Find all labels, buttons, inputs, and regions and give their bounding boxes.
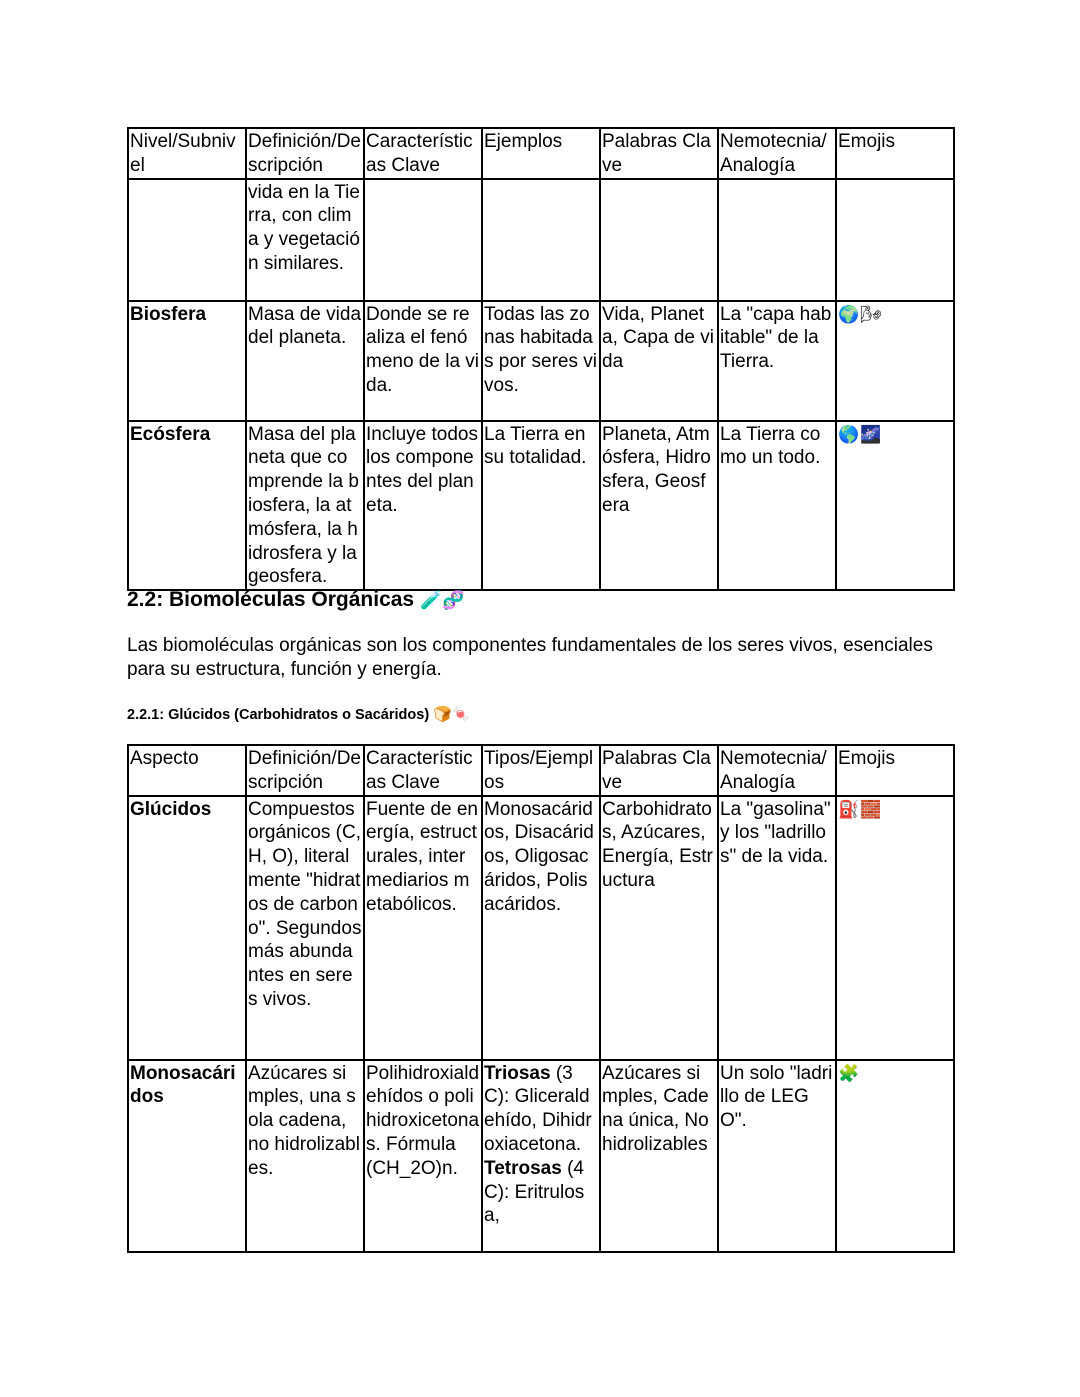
bread-candy-icon: 🍞🍬	[433, 705, 471, 723]
table-cell: Planeta, Atmósfera, Hidrosfera, Geosfera	[600, 421, 718, 591]
header-cell: Emojis	[836, 128, 954, 179]
type-text: (4C): Eritrulosa,	[484, 1157, 585, 1227]
table-cell: Fuente de energía, estructurales, intermediarios metabólicos.	[364, 796, 482, 1060]
table-cell	[836, 421, 954, 591]
table-cell	[836, 1060, 954, 1252]
test-tube-dna-icon: 🧪🧬	[419, 590, 465, 611]
table-row	[128, 421, 954, 591]
table-cell	[128, 421, 246, 591]
subsection-heading	[127, 702, 471, 727]
table-cell: Un solo "ladrillo de LEGO".	[718, 1060, 836, 1252]
table-cell: La Tierra en su totalidad.	[482, 421, 600, 591]
header-cell: Definición/Descripción	[246, 745, 364, 796]
header-cell: Nemotecnia/Analogía	[718, 745, 836, 796]
ecology-levels-table	[127, 127, 955, 591]
header-cell: Palabras Clave	[600, 745, 718, 796]
glucidos-table	[127, 744, 955, 1253]
header-cell: Ejemplos	[482, 128, 600, 179]
fuel-brick-emoji-icon: ⛽🧱	[838, 799, 883, 820]
table-cell	[836, 796, 954, 1060]
table-cell: Vida, Planeta, Capa de vida	[600, 301, 718, 421]
row-label: Biosfera	[130, 303, 207, 325]
table-row	[128, 1060, 954, 1252]
table-row	[128, 301, 954, 421]
table-cell: Azúcares simples, Cadena única, No hidrolizables	[600, 1060, 718, 1252]
table-row	[128, 796, 954, 1060]
section-heading-text: 2.2: Biomoléculas Orgánicas	[127, 588, 415, 611]
table-cell: Masa de vida del planeta.	[246, 301, 364, 421]
table-cell: La "capa habitable" de la Tierra.	[718, 301, 836, 421]
table-cell	[128, 796, 246, 1060]
header-cell: Nemotecnia/Analogía	[718, 128, 836, 179]
table-cell	[482, 1060, 600, 1252]
header-cell: Características Clave	[364, 745, 482, 796]
header-cell: Características Clave	[364, 128, 482, 179]
table-cell: Compuestos orgánicos (C, H, O), literalmente "hidratos de carbono". Segundos más abundantes en seres vivos.	[246, 796, 364, 1060]
section-intro: Las biomoléculas orgánicas son los componentes fundamentales de los seres vivos, esenciales para su estructura, función y energía.	[127, 635, 933, 680]
table-cell	[718, 179, 836, 301]
table-cell	[600, 179, 718, 301]
table-cell: Todas las zonas habitadas por seres vivos.	[482, 301, 600, 421]
header-cell: Nivel/Subnivel	[128, 128, 246, 179]
header-cell: Emojis	[836, 745, 954, 796]
table-cell	[364, 179, 482, 301]
subsection-heading-text: 2.2.1: Glúcidos (Carbohidratos o Sacáridos)	[127, 707, 430, 723]
section-heading	[127, 585, 465, 616]
type-label: Tetrosas	[484, 1157, 562, 1179]
header-cell: Definición/Descripción	[246, 128, 364, 179]
table-cell	[482, 179, 600, 301]
row-label: Glúcidos	[130, 798, 212, 820]
table-cell: Donde se realiza el fenómeno de la vida.	[364, 301, 482, 421]
header-cell: Tipos/Ejemplos	[482, 745, 600, 796]
earth-galaxy-emoji-icon: 🌎🌌	[838, 424, 883, 445]
table-row	[128, 179, 954, 301]
table-cell: La "gasolina" y los "ladrillos" de la vida.	[718, 796, 836, 1060]
table-cell	[128, 1060, 246, 1252]
table-header-row	[128, 745, 954, 796]
table-cell	[836, 301, 954, 421]
table-cell	[128, 301, 246, 421]
table-cell: Monosacáridos, Disacáridos, Oligosacáridos, Polisacáridos.	[482, 796, 600, 1060]
table-cell	[836, 179, 954, 301]
table-cell: La Tierra como un todo.	[718, 421, 836, 591]
table-cell: Carbohidratos, Azúcares, Energía, Estructura	[600, 796, 718, 1060]
table-cell: Masa del planeta que comprende la biosfera, la atmósfera, la hidrosfera y la geosfera.	[246, 421, 364, 591]
table-cell: vida en la Tierra, con clima y vegetación similares.	[246, 179, 364, 301]
puzzle-piece-emoji-icon: 🧩	[838, 1063, 861, 1084]
type-text: (3C): Gliceraldehído, Dihidroxiacetona.	[484, 1062, 592, 1155]
table-cell: Incluye todos los componentes del planeta.	[364, 421, 482, 591]
header-cell: Palabras Clave	[600, 128, 718, 179]
table-cell	[128, 179, 246, 301]
type-label: Triosas	[484, 1062, 551, 1084]
row-label: Ecósfera	[130, 423, 211, 445]
earth-wind-emoji-icon: 🌍🌬	[838, 304, 883, 325]
table-header-row	[128, 128, 954, 179]
table-cell: Azúcares simples, una sola cadena, no hidrolizables.	[246, 1060, 364, 1252]
row-label: Monosacáridos	[130, 1062, 236, 1108]
header-cell: Aspecto	[128, 745, 246, 796]
table-cell: Polihidroxialdehídos o polihidroxicetonas. Fórmula (CH_2O)n.	[364, 1060, 482, 1252]
